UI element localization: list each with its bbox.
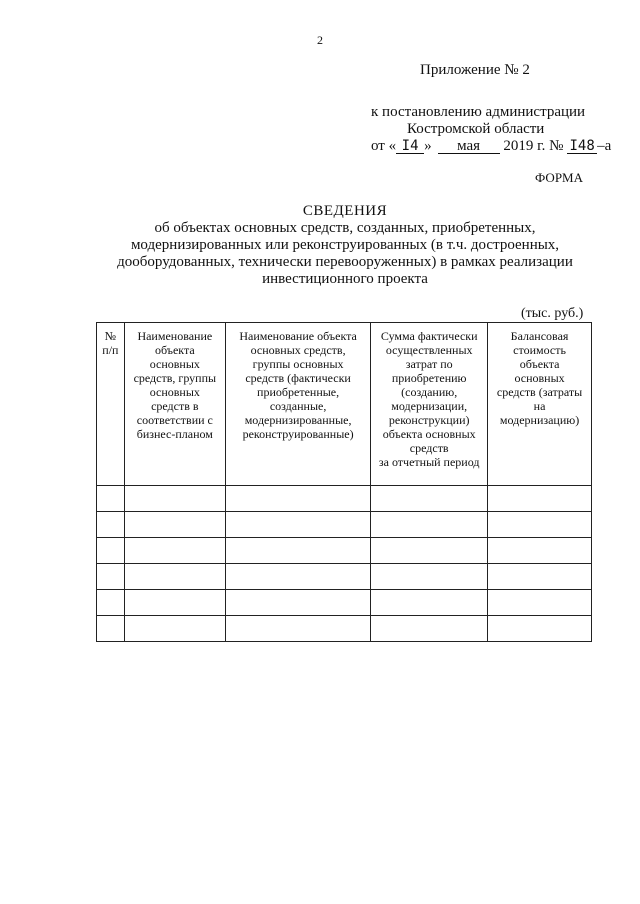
table-row [97, 616, 592, 642]
table-header-row [97, 323, 592, 486]
resolution-line-1: к постановлению администрации [371, 104, 586, 120]
resolution-number-suffix: –а [597, 138, 612, 154]
document-subtitle: об объектах основных средств, созданных, приобретенных, модернизированных или реконструированных (в т.ч. достроенных, дооборудованных, технически перевооруженных) в рамках реализации инвестиционного проекта [117, 220, 573, 287]
table-cell[interactable] [488, 616, 592, 642]
table-cell[interactable] [124, 564, 225, 590]
table-row [97, 486, 592, 512]
table-row [97, 512, 592, 538]
table-cell[interactable] [124, 512, 225, 538]
table-cell[interactable] [97, 512, 125, 538]
table-cell[interactable] [371, 616, 488, 642]
table-cell[interactable] [97, 486, 125, 512]
table-cell[interactable] [371, 590, 488, 616]
table-cell[interactable] [97, 538, 125, 564]
table-cell[interactable] [371, 564, 488, 590]
document-title: СВЕДЕНИЯ [302, 203, 388, 219]
page-number: 2 [317, 33, 323, 47]
table-cell[interactable] [488, 486, 592, 512]
table-cell[interactable] [488, 590, 592, 616]
table-cell[interactable] [124, 616, 225, 642]
table-cell[interactable] [97, 564, 125, 590]
header-cell-planned-name: Наименование объекта основных средств, группы основных средств в соответствии с бизнес-планом [124, 323, 225, 486]
form-label: ФОРМА [535, 170, 583, 185]
table-row [97, 564, 592, 590]
header-cell-actual-name: Наименование объекта основных средств, группы основных средств (фактически приобретенные, созданные, модернизированные, реконструированные) [225, 323, 370, 486]
table-row [97, 538, 592, 564]
table-row [97, 590, 592, 616]
date-month-field: мая [438, 139, 500, 154]
table-cell[interactable] [225, 590, 370, 616]
table-cell[interactable] [488, 538, 592, 564]
header-cell-balance-value: Балансовая стоимость объекта основных средств (затраты на модернизацию) [488, 323, 592, 486]
table-cell[interactable] [97, 616, 125, 642]
table-cell[interactable] [97, 590, 125, 616]
table-cell[interactable] [124, 590, 225, 616]
appendix-label: Приложение № 2 [420, 62, 530, 78]
table-cell[interactable] [488, 564, 592, 590]
table-cell[interactable] [124, 538, 225, 564]
form-table [96, 322, 592, 642]
table-cell[interactable] [488, 512, 592, 538]
table-cell[interactable] [124, 486, 225, 512]
table-cell[interactable] [371, 538, 488, 564]
date-day-field: I4 [396, 139, 424, 154]
table-cell[interactable] [371, 486, 488, 512]
header-cell-costs: Сумма фактически осуществленных затрат по приобретению (созданию, модернизации, реконструкции) объекта основных средств за отчетный период [371, 323, 488, 486]
date-prefix: от « [371, 138, 397, 154]
table-cell[interactable] [225, 616, 370, 642]
table-cell[interactable] [371, 512, 488, 538]
table-cell[interactable] [225, 486, 370, 512]
table-cell[interactable] [225, 564, 370, 590]
date-year-text: 2019 г. № [503, 138, 564, 154]
resolution-number-field: I48 [567, 139, 597, 154]
table-cell[interactable] [225, 512, 370, 538]
units-label: (тыс. руб.) [521, 306, 584, 321]
table-body [97, 486, 592, 642]
table-cell[interactable] [225, 538, 370, 564]
resolution-date-line [371, 138, 611, 155]
date-quote-close: » [424, 138, 432, 154]
resolution-line-2: Костромской области [407, 121, 545, 137]
header-cell-number: № п/п [97, 323, 125, 486]
